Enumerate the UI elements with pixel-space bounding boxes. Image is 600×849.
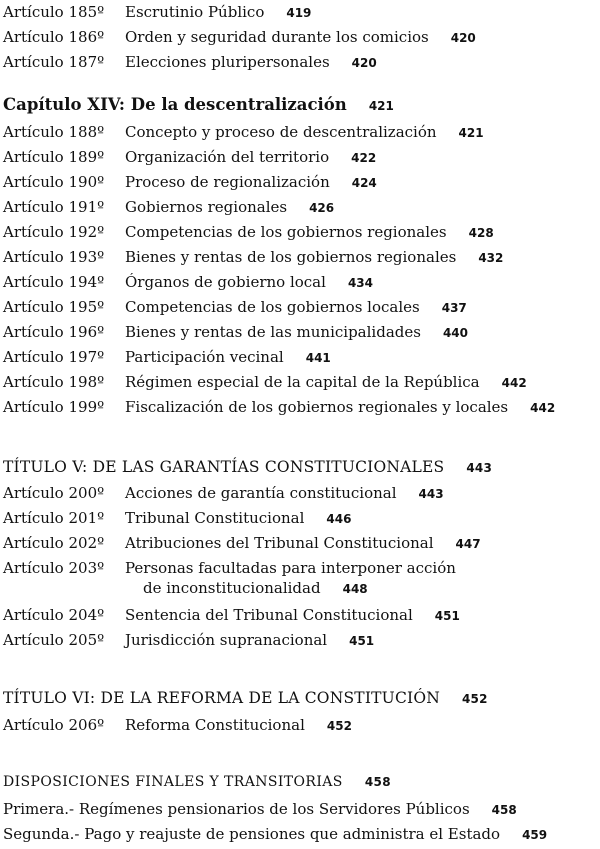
page-number: 446 [326,512,352,526]
entry-title: Competencias de los gobiernos regionales [125,223,447,241]
page-number: 443 [466,461,493,475]
entry-title: Orden y seguridad durante los comicios [125,28,429,46]
page-number: 421 [368,99,394,113]
entry-title: Jurisdicción supranacional [125,631,328,649]
toc-entry [3,629,374,651]
toc-entry [3,321,468,343]
entry-title: Sentencia del Tribunal Constitucional [125,606,413,624]
article-number: Artículo 205º [3,631,105,649]
toc-entry [3,196,334,218]
entry-title: Tribunal Constitucional [125,509,305,527]
page-number: 459 [522,828,548,842]
article-number: Artículo 185º [3,3,105,21]
entry-title: Atribuciones del Tribunal Constitucional [125,534,434,552]
page-number: 440 [442,326,469,340]
page-number: 437 [441,301,467,315]
page-number: 424 [351,176,377,190]
page-number: 443 [418,487,444,501]
entry-title: Órganos de gobierno local [125,273,326,291]
entry-title: Organización del territorio [125,148,330,166]
toc-entry [3,171,377,193]
page-number: 452 [326,719,352,733]
article-number: Artículo 197º [3,348,105,366]
toc-entry [3,246,503,268]
page-number: 420 [351,56,377,70]
heading-text: TÍTULO V: DE LAS GARANTÍAS CONSTITUCIONALES [3,458,445,476]
page-number: 452 [462,692,488,706]
page-number: 422 [351,151,377,165]
toc-entry [3,346,331,368]
article-number: Artículo 189º [3,148,105,166]
toc-entry [3,507,351,529]
toc-entry [3,823,547,845]
article-number: Artículo 194º [3,273,105,291]
page-number: 451 [434,609,460,623]
toc-entry [3,604,460,626]
entry-title: Primera.- Regímenes pensionarios de los Servidores Públicos [3,800,470,818]
entry-title-continued [3,578,456,599]
page-number: 458 [491,803,517,817]
entry-title: Fiscalización de los gobiernos regionales y locales [125,398,509,416]
entry-title: Acciones de garantía constitucional [125,484,397,502]
article-number: Artículo 203º [3,559,105,577]
page-number: 442 [501,376,527,390]
toc-entry [3,714,352,736]
heading-text: DISPOSICIONES FINALES Y TRANSITORIAS [3,774,343,790]
page-number: 441 [305,351,331,365]
article-number: Artículo 195º [3,298,105,316]
article-number: Artículo 199º [3,398,105,416]
page-number: 448 [342,582,368,596]
article-number: Artículo 192º [3,223,105,241]
entry-title: Bienes y rentas de las municipalidades [125,323,421,341]
entry-title: Reforma Constitucional [125,716,305,734]
toc-entry [3,558,456,599]
page-number: 419 [286,6,312,20]
article-number: Artículo 201º [3,509,105,527]
entry-title: Participación vecinal [125,348,284,366]
toc-entry [3,1,311,23]
toc-entry [3,296,467,318]
article-number: Artículo 202º [3,534,105,552]
article-number: Artículo 198º [3,373,105,391]
page-number: 428 [468,226,494,240]
article-number: Artículo 187º [3,53,105,71]
toc-entry [3,221,494,243]
entry-title: Escrutinio Público [125,3,265,21]
title-heading [3,456,492,479]
title-heading [3,687,488,710]
page-number: 434 [347,276,373,290]
article-number: Artículo 190º [3,173,105,191]
toc-entry [3,396,555,418]
entry-title: Competencias de los gobiernos locales [125,298,420,316]
article-number: Artículo 186º [3,28,105,46]
page-number: 420 [450,31,476,45]
entry-title: de inconstitucionalidad [143,579,321,597]
article-number: Artículo 206º [3,716,105,734]
entry-title: Gobiernos regionales [125,198,288,216]
article-number: Artículo 188º [3,123,105,141]
page-number: 442 [530,401,556,415]
entry-title: Proceso de regionalización [125,173,330,191]
page-number: 451 [349,634,375,648]
page-number: 458 [364,775,392,789]
article-number: Artículo 191º [3,198,105,216]
article-number: Artículo 200º [3,484,105,502]
toc-entry [3,798,517,820]
entry-title: Elecciones pluripersonales [125,53,330,71]
page-number: 421 [458,126,484,140]
entry-title: Concepto y proceso de descentralización [125,123,437,141]
toc-entry [3,146,376,168]
toc-entry [3,51,377,73]
article-number: Artículo 204º [3,606,105,624]
page-number: 447 [455,537,481,551]
page-number: 432 [478,251,504,265]
heading-text: TÍTULO VI: DE LA REFORMA DE LA CONSTITUCIÓN [3,689,440,707]
entry-title: Personas facultadas para interponer acción [125,559,456,577]
page-number: 426 [309,201,335,215]
toc-entry [3,121,484,143]
toc-entry [3,532,481,554]
entry-title: Bienes y rentas de los gobiernos regionales [125,248,457,266]
entry-title: Régimen especial de la capital de la República [125,373,480,391]
toc-entry [3,26,476,48]
chapter-heading [3,94,394,117]
toc-entry [3,371,527,393]
entry-title: Segunda.- Pago y reajuste de pensiones que administra el Estado [3,825,501,843]
toc-entry [3,271,373,293]
article-number: Artículo 193º [3,248,105,266]
disposiciones-heading [3,771,391,793]
heading-text: Capítulo XIV: De la descentralización [3,95,347,114]
article-number: Artículo 196º [3,323,105,341]
toc-entry [3,482,444,504]
